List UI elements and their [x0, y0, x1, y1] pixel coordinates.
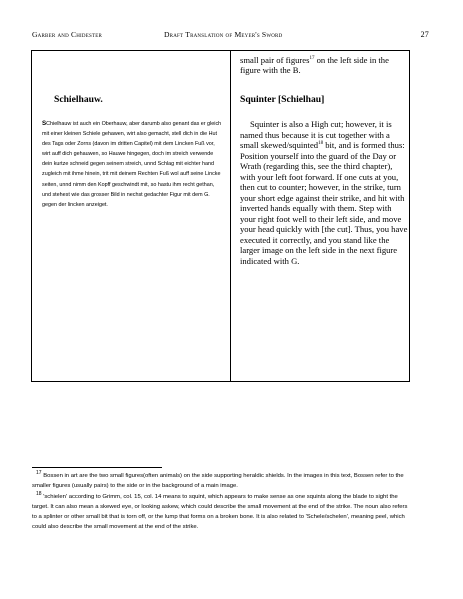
footnote-number: 17	[36, 470, 42, 477]
german-text: Chielhauw ist auch ein Oberhauw, aber darumb also genant das er gleich mit einer kleinen Schiele gehawen, wirt also gemacht, stell dich in die Hut des Tags oder Zorns (davon im dritten Capitel) mit dem Lincken Fuß vor, wirt auff dich gehauwen, so Hauwe hingegen, doch im streich verwende dein kurtze schneid gegen seinem streich, unnd Schlag mit eichter hand zugleich mit ihme hinein, trit mit deinem Rechten Fuß wol auff seine Lincke seiten, unnd nimm den Kopff geschwindt mit, so hastu ihm recht gethan, und stehest wie das grosser Bild in nechst gedachter Figur mit dem G. gegen der lincken anzeiget.	[42, 121, 222, 208]
german-initial: S	[42, 120, 47, 127]
german-paragraph	[42, 119, 222, 210]
header-title: Draft Translation of Meyer's Sword	[164, 30, 283, 39]
continued-text-a: small pair of figures	[240, 55, 310, 65]
running-header	[32, 30, 429, 44]
english-heading: Squinter [Schielhau]	[240, 94, 325, 105]
footnote-ref-18[interactable]: 18	[318, 141, 324, 147]
footnote-ref-17[interactable]: 17	[309, 56, 315, 62]
page-number: 27	[420, 30, 429, 39]
footnote-18	[32, 492, 412, 533]
footnote-text: Bossen in art are the two small figures(often animals) on the side supporting heraldic shields. In the images in this text, Bossen refer to the smaller figures (usually pairs) to the side or in the background of a main image.	[32, 473, 404, 490]
english-text-b: bit, and is formed thus: Position yourself into the guard of the Day or Wrath (regarding this, see the third chapter), with your left foot forward. If one cuts at you, then cut to counter; however, in the strike, turn your short edge against their strike, and hit with inverted hands equally with them. Step with your right foot well to their left side, and move your head quickly with [the cut]. Thus, you have executed it correctly, and you stand like the larger image on the left side in the next figure indicated with G.	[240, 140, 408, 266]
german-column	[32, 51, 231, 381]
continued-text-b: on the left side in the figure with the B.	[240, 55, 389, 76]
footnote-divider	[32, 467, 162, 468]
english-column	[231, 51, 409, 381]
footnotes	[32, 471, 412, 533]
translation-table	[31, 50, 410, 382]
footnote-text: 'schielen' according to Grimm, col. 15, col. 14 means to squint, which appears to make sense as one squints along the blade to sight the target. It can also mean a skewed eye, or looking askew, which could describe the small movement at the end of the strike. The noun also refers to a splinter or other small bit that is torn off, or the lump that forms on a broken bone. It is also related to 'Schele/schelen', meaning peel, which could also describe the small movement at the end of the strike.	[32, 493, 408, 531]
english-text-a: Squinter is also a High cut; however, it is named thus because it is cut together with a small skewed/squinted	[240, 119, 392, 150]
english-paragraph	[240, 119, 408, 266]
footnote-17	[32, 471, 412, 492]
german-heading: Schielhauw.	[54, 94, 103, 105]
footnote-number: 18	[36, 490, 42, 497]
continued-text	[240, 55, 406, 76]
header-authors: Garber and Chidester	[32, 30, 103, 39]
